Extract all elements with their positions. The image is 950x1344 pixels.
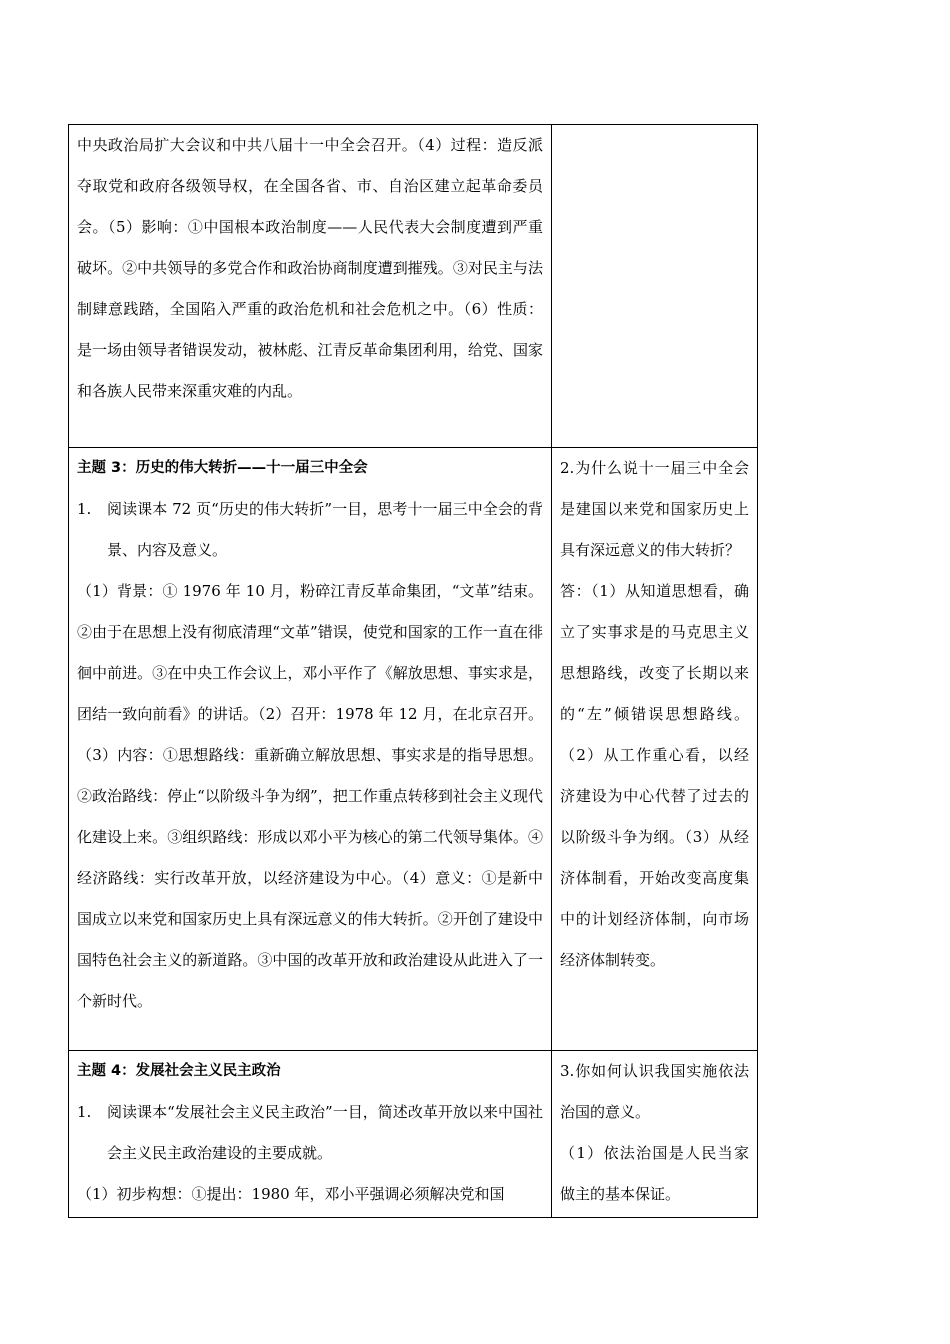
left-cell <box>69 1051 552 1218</box>
left-cell <box>69 125 552 448</box>
body-text: 中央政治局扩大会议和中共八届十一中全会召开。（4）过程：造反派夺取党和政府各级领导权，在全国各省、市、自治区建立起革命委员会。（5）影响：①中国根本政治制度——人民代表大会制度遭到严重破坏。②中共领导的多党合作和政治协商制度遭到摧残。③对民主与法制肆意践踏，全国陷入严重的政治危机和社会危机之中。（6）性质：是一场由领导者错误发动，被林彪、江青反革命集团利用，给党、国家和各族人民带来深重灾难的内乱。 <box>77 136 543 400</box>
item-number: 1. <box>77 500 92 518</box>
task-item <box>77 1092 543 1174</box>
section-heading: 主题 4：发展社会主义民主政治 <box>77 1063 281 1079</box>
item-text: 阅读课本 72 页“历史的伟大转折”一目，思考十一届三中全会的背景、内容及意义。 <box>107 500 543 559</box>
table-row <box>69 448 758 1051</box>
right-cell <box>552 1051 758 1218</box>
question-text: 3.你如何认识我国实施依法治国的意义。 <box>560 1062 749 1121</box>
right-cell <box>552 125 758 448</box>
table-row <box>69 125 758 448</box>
item-number: 1. <box>77 1103 92 1121</box>
right-cell <box>552 448 758 1051</box>
table-row <box>69 1051 758 1218</box>
body-text: （1）初步构想：①提出：1980 年，邓小平强调必须解决党和国 <box>77 1185 505 1203</box>
item-text: 阅读课本“发展社会主义民主政治”一目，简述改革开放以来中国社会主义民主政治建设的主要成就。 <box>107 1103 543 1162</box>
body-text: （1）背景：① 1976 年 10 月，粉碎江青反革命集团，“文革”结束。②由于在思想上没有彻底清理“文革”错误，使党和国家的工作一直在徘徊中前进。③在中央工作会议上，邓小平作了《解放思想、事实求是，团结一致向前看》的讲话。（2）召开：1978 年 12 月，在北京召开。（3）内容：①思想路线：重新确立解放思想、事实求是的指导思想。②政治路线：停止“以阶级斗争为纲”，把工作重点转移到社会主义现代化建设上来。③组织路线：形成以邓小平为核心的第二代领导集体。④经济路线：实行改革开放，以经济建设为中心。（4）意义：①是新中国成立以来党和国家历史上具有深远意义的伟大转折。②开创了建设中国特色社会主义的新道路。③中国的改革开放和政治建设从此进入了一个新时代。 <box>77 582 543 1010</box>
left-cell <box>69 448 552 1051</box>
task-item <box>77 489 543 571</box>
question-text: 2.为什么说十一届三中全会是建国以来党和国家历史上具有深远意义的伟大转折？ <box>560 459 749 559</box>
answer-text: （1）依法治国是人民当家做主的基本保证。 <box>560 1144 749 1203</box>
answer-text: 答：（1）从知道思想看，确立了实事求是的马克思主义思想路线，改变了长期以来的“左”倾错误思想路线。（2）从工作重心看，以经济建设为中心代替了过去的以阶级斗争为纲。（3）从经济体制看，开始改变高度集中的计划经济体制，向市场经济体制转变。 <box>560 582 749 969</box>
section-heading: 主题 3：历史的伟大转折——十一届三中全会 <box>77 460 368 476</box>
content-table <box>68 124 758 1218</box>
